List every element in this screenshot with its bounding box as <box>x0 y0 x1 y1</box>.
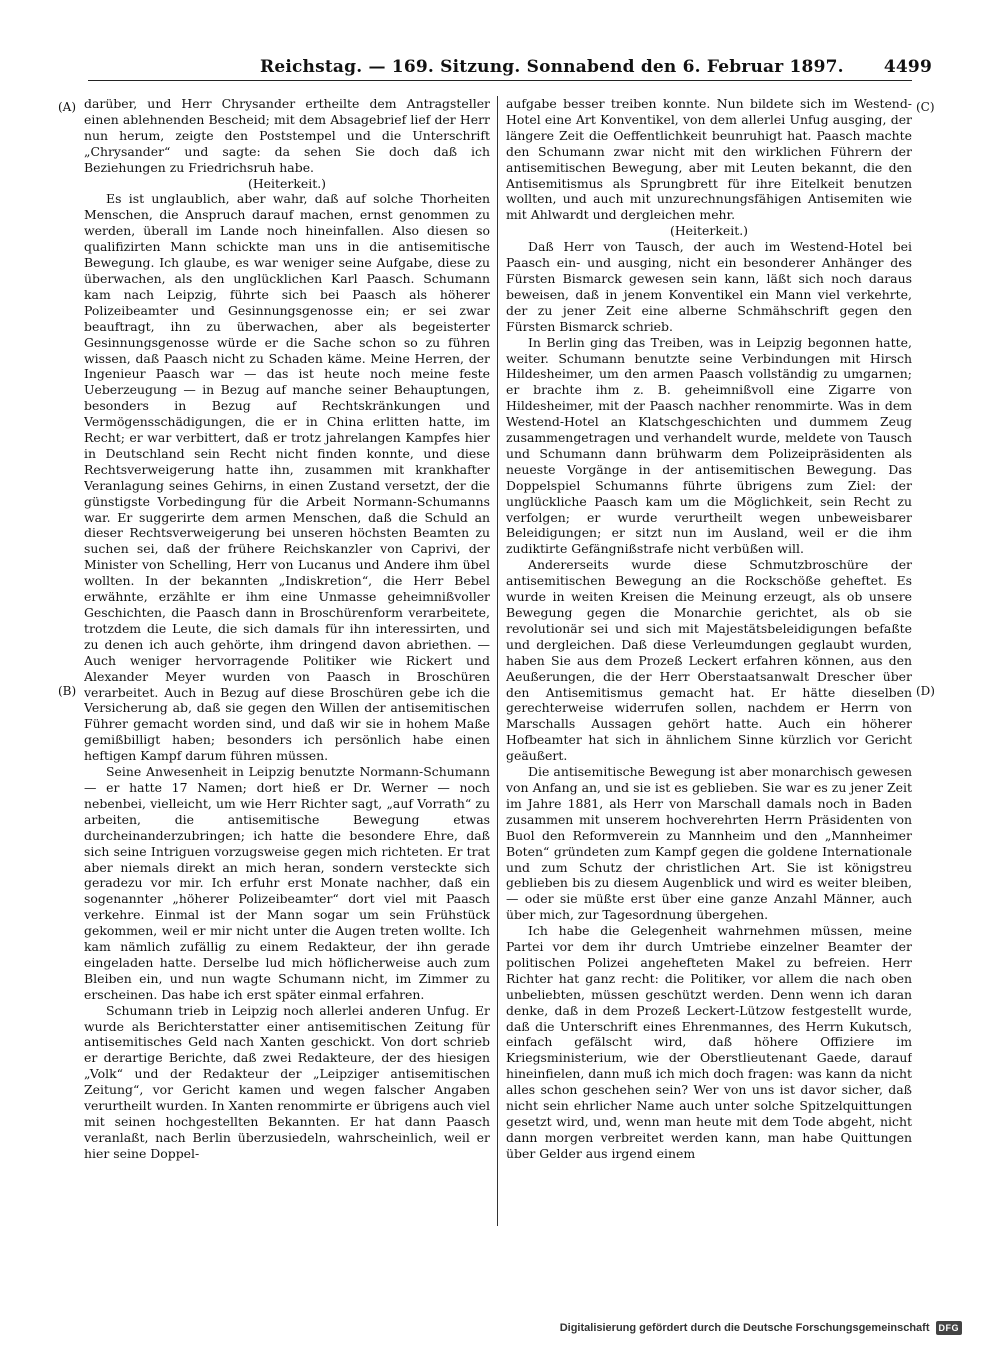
right-text-column <box>506 96 912 1226</box>
paragraph: Andererseits wurde diese Schmutzbroschüre der antisemitischen Bewegung an die Rockschöße geheftet. Es wurde in weiten Kreisen die Meinung erzeugt, als ob unsere Bewegung gegen die Monarchie gerichtet, als ob sie revolutionär sei und sich mit Majestätsbeleidigungen befaßte und dergleichen. Daß diese Verleumdungen geglaubt wurden, haben Sie aus dem Prozeß Leckert erfahren können, aus den Aeußerungen, die der Herr Oberstaatsanwalt Drescher über den Antisemitismus gemacht hat. Er hätte dieselben gerechterweise widerrufen sollen, nachdem er Herrn von Marschalls Aussagen gehört hatte. Auch ein höherer Hofbeamter hat sich in ähnlichem Sinne kürzlich vor Gericht geäußert. <box>506 557 912 764</box>
paragraph: Ich habe die Gelegenheit wahrnehmen müssen, meine Partei vor dem ihr durch Umtriebe einzelner Beamter der politischen Polizei angehefteten Makel zu befreien. Herr Richter hat ganz recht: die Politiker, vor allem die nach oben unbeliebten, müssen geschützt werden. Denn wenn ich daran denke, daß in dem Prozeß Leckert-Lützow festgestellt wurde, daß die Unterschrift eines Ehrenmannes, des Herrn Kukutsch, einfach gefälscht wird, daß höhere Offiziere im Kriegsministerium, wie der Oberstlieutenant Gaede, darauf hineinfielen, dann muß ich mich doch fragen: was kann da nicht alles schon geschehen sein? Wer von uns ist davor sicher, daß nicht sein ehrlicher Name auch unter solche Spitzelquittungen gesetzt wird, und, wenn man heute mit dem Tode abgeht, nicht dann morgen verbreitet werden kann, man habe Quittungen über Gelder aus irgend einem <box>506 923 912 1161</box>
interjection: (Heiterkeit.) <box>669 223 749 239</box>
paragraph: Daß Herr von Tausch, der auch im Westend-Hotel bei Paasch ein- und ausging, nicht ein besonderer Anhänger des Fürsten Bismarck gewesen sein kann, läßt sich noch daraus beweisen, daß in jenem Konventikel ein Mann viel verkehrte, der zu jener Zeit eine alberne Schmähschrift gegen den Fürsten Bismarck schrieb. <box>506 239 912 334</box>
paragraph: Seine Anwesenheit in Leipzig benutzte Normann-Schumann — er hatte 17 Namen; dort hieß er Dr. Werner — noch nebenbei, vielleicht, um wie Herr Richter sagt, „auf Vorrath“ zu arbeiten, die antisemitische Bewegung etwas durcheinanderzubringen; ich hatte die besondere Ehre, daß sich seine Intriguen vorzugsweise gegen mich richteten. Er trat aber niemals direkt an mich heran, sondern versteckte sich geradezu vor mir. Ich erfuhr erst Monate nachher, daß ein sogenannter „höherer Polizeibeamter“ dort viel mit Paasch verkehre. Einmal ist der Mann sogar um sein Frühstück gekommen, weil er mir nicht unter die Augen treten wollte. Ich kam nämlich zufällig zu einem Redakteur, der ihn gerade eingeladen hatte. Derselbe lud mich höflicherweise auch zum Bleiben ein, und nun wagte Schumann nicht, im Zimmer zu erscheinen. Das habe ich erst später einmal erfahren. <box>84 764 490 1002</box>
paragraph: aufgabe besser treiben konnte. Nun bildete sich im Westend-Hotel eine Art Konventikel, von dem allerlei Unfug ausging, der längere Zeit die Oeffentlichkeit beunruhigt hat. Paasch machte den Schumann zwar nicht mit den wirklichen Führern der antisemitischen Bewegung, aber mit Leuten bekannt, die den Antisemitismus als Sprungbrett für ihre Eitelkeit benutzen wollten, und auch mit unzurechnungsfähigen Antisemiten wie mit Ahlwardt und dergleichen mehr. <box>506 96 912 223</box>
column-divider <box>497 96 498 1226</box>
margin-marker-b: (B) <box>58 684 77 698</box>
page-title: Reichstag. — 169. Sitzung. Sonnabend den 6. Februar 1897. <box>260 57 844 77</box>
paragraph: darüber, und Herr Chrysander ertheilte dem Antragsteller einen ablehnenden Bescheid; mit dem Absagebrief lief der Herr nun herum, zeigte den Poststempel und die Unterschrift „Chrysander“ und sagte: da sehen Sie doch daß ich Beziehungen zu Friedrichsruh habe. <box>84 96 490 175</box>
paragraph: Es ist unglaublich, aber wahr, daß auf solche Thorheiten Menschen, die Anspruch darauf machen, ernst genommen zu werden, überall im Lande noch hineinfallen. Also diesen so qualifizirten Mann schickte man uns in die antisemitische Bewegung. Ich glaube, es war weniger seine Aufgabe, diese zu überwachen, als den unglücklichen Karl Paasch. Schumann kam nach Leipzig, führte sich bei Paasch als höherer Polizeibeamter und Gesinnungsgenosse ein; er sei zwar beauftragt, ihn zu überwachen, aber als begeisterter Gesinnungsgenosse würde er die Sache schon so zu führen wissen, daß Paasch nicht zu Schaden käme. Meine Herren, der Ingenieur Paasch war — das ist heute noch meine feste Ueberzeugung — in Bezug auf manche seiner Behauptungen, besonders in Bezug auf Rechtskränkungen und Vermögensschädigungen, die er in China erlitten hatte, im Recht; er war verbittert, daß er trotz jahrelangen Kampfes hier in Deutschland sein Recht nicht finden konnte, und diese Rechtsverweigerung hatte ihn, zusammen mit krankhafter Veranlagung seines Gehirns, in einen Zustand versetzt, der die günstigste Vorbedingung für die Arbeit Normann-Schumanns war. Er suggerirte dem armen Menschen, daß die Schuld an dieser Rechtsverweigerung bei unseren höchsten Beamten zu suchen sei, daß der frühere Reichskanzler von Caprivi, der Minister von Schelling, Herr von Lucanus und Andere ihm übel wollten. In der bekannten „Indiskretion“, die Herr Bebel erwähnte, erzählte er ihm eine Unmasse geheimnißvoller Geschichten, die Paasch dann in Broschürenform verarbeitete, trotzdem die Leute, die sich damals für ihn interessirten, und zu denen ich auch gehörte, ihm dringend davon abriethen. — Auch weniger hervorragende Politiker wie Rickert und Alexander Meyer wurden von Paasch in Broschüren verarbeitet. Auch in Bezug auf diese Broschüren gebe ich die Versicherung ab, daß sie gegen den Willen der antisemitischen Führer gemacht worden sind, und daß wir sie in hohem Maße gemißbilligt haben; besonders ich persönlich habe einen heftigen Kampf darum führen müssen. <box>84 191 490 764</box>
paragraph: Die antisemitische Bewegung ist aber monarchisch gewesen von Anfang an, und sie ist es geblieben. Sie war es zu jener Zeit im Jahre 1881, als Herr von Marschall damals noch in Baden zusammen mit unserem hochverehrten Herrn Präsidenten von Buol den Reformverein zu Mannheim und den „Mannheimer Boten“ gründeten zum Kampf gegen die goldene Internationale und zum Schutz der christlichen Art. Sie ist königstreu geblieben bis zu diesem Augenblick und wird es weiter bleiben, — oder sie müßte erst über eine ganze Anzahl Männer, auch über mich, zur Tagesordnung übergehen. <box>506 764 912 923</box>
left-text-column <box>84 96 490 1226</box>
margin-marker-a: (A) <box>58 100 77 114</box>
footer-credit-text: Digitalisierung gefördert durch die Deutsche Forschungsgemeinschaft <box>559 1322 930 1334</box>
dfg-logo-icon: DFG <box>936 1321 963 1335</box>
page-number: 4499 <box>883 57 932 77</box>
footer-credit <box>560 1321 962 1335</box>
page-header <box>88 52 932 81</box>
margin-marker-d: (D) <box>916 684 935 698</box>
paragraph: Schumann trieb in Leipzig noch allerlei anderen Unfug. Er wurde als Berichterstatter einer antisemitischen Zeitung für antisemitisches Geld nach Xanten geschickt. Von dort schrieb er derartige Berichte, daß zwei Redakteure, der des hiesigen „Volk“ und der Redakteur der „Leipziger antisemitischen Zeitung“, vor Gericht kamen und wegen falscher Angaben verurtheilt wurden. In Xanten renommirte er übrigens auch viel mit seinen hochgestellten Bekannten. Er hat dann Paasch veranlaßt, nach Berlin überzusiedeln, wahrscheinlich, weil er hier seine Doppel- <box>84 1002 490 1161</box>
interjection: (Heiterkeit.) <box>247 175 327 191</box>
paragraph: In Berlin ging das Treiben, was in Leipzig begonnen hatte, weiter. Schumann benutzte seine Verbindungen mit Hirsch Hildesheimer, um den armen Paasch vollständig zu umgarnen; er brachte ihm z. B. geheimnißvoll eine Zigarre von Hildesheimer, mit der Paasch nachher renommirte. Was in dem Westend-Hotel an Klatschgeschichten und dummem Zeug zusammengetragen und verhandelt wurde, meldete von Tausch und Schumann dann brühwarm dem Polizeipräsidenten als neueste Vorgänge in der antisemitischen Bewegung. Das Doppelspiel Schumanns führte übrigens zum Ziel: der unglückliche Paasch kam um die Möglichkeit, sein Recht zu verfolgen; er wurde verurtheilt wegen unbeweisbarer Beleidigungen; er sitzt nun im Ausland, weil er die ihm zudiktirte Gefängnißstrafe nicht verbüßen will. <box>506 334 912 557</box>
margin-marker-c: (C) <box>916 100 935 114</box>
